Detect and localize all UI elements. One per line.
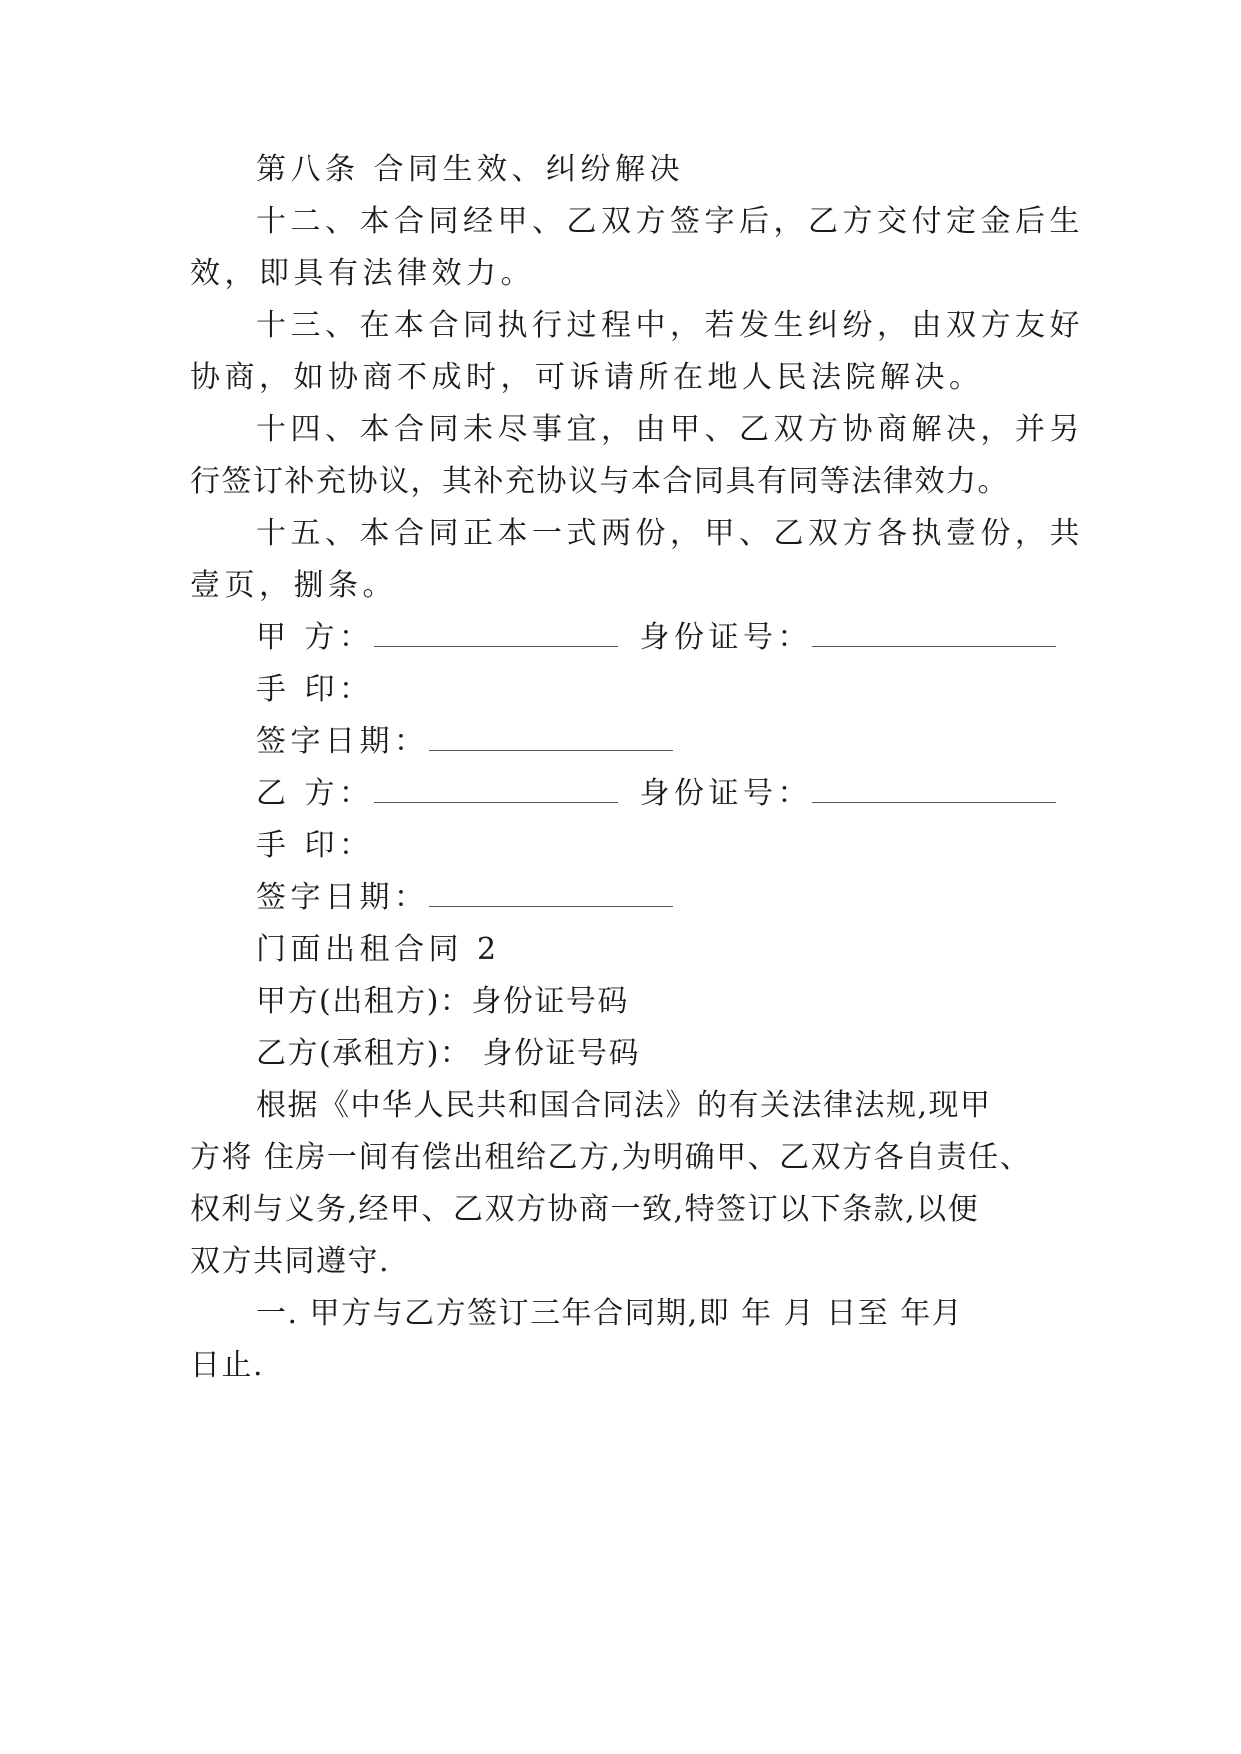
party-a-name-blank <box>374 620 618 647</box>
party-b-row <box>256 774 1056 814</box>
preamble-line-1: 根据《中华人民共和国合同法》的有关法律法规,现甲 <box>256 1088 992 1123</box>
party-a-row <box>256 618 1056 658</box>
term-line-1: 一. 甲方与乙方签订三年合同期,即 年 月 日至 年月 <box>256 1296 964 1331</box>
party-a-date-row <box>256 722 673 762</box>
clause-14-line-1: 十四、本合同未尽事宜，由甲、乙双方协商解决，并另 <box>256 412 1084 447</box>
clause-13-line-1: 十三、在本合同执行过程中，若发生纠纷，由双方友好 <box>256 308 1084 343</box>
party-b-label: 乙 方： <box>256 776 374 811</box>
clause-12-line-2: 效，即具有法律效力。 <box>190 256 535 291</box>
preamble-line-2: 方将 住房一间有偿出租给乙方,为明确甲、乙双方各自责任、 <box>190 1140 1032 1175</box>
term-line-2: 日止. <box>190 1348 265 1383</box>
party-a-id-label: 身份证号： <box>639 620 813 655</box>
party-b-name-blank <box>374 776 618 803</box>
contract-2-title: 门面出租合同 2 <box>256 932 501 967</box>
lessor-line: 甲方(出租方)：身份证号码 <box>256 984 629 1019</box>
clause-12-line-1: 十二、本合同经甲、乙双方签字后，乙方交付定金后生 <box>256 204 1084 239</box>
clause-15-line-2: 壹页，捌条。 <box>190 568 397 603</box>
article-8-heading: 第八条 合同生效、纠纷解决 <box>256 152 685 187</box>
party-a-date-label: 签字日期： <box>256 724 429 759</box>
party-a-id-blank <box>812 620 1056 647</box>
preamble-line-3: 权利与义务,经甲、乙双方协商一致,特签订以下条款,以便 <box>190 1192 980 1227</box>
clause-13-line-2: 协商，如协商不成时，可诉请所在地人民法院解决。 <box>190 360 984 395</box>
lessee-line: 乙方(承租方)： 身份证号码 <box>256 1036 640 1071</box>
party-a-label: 甲 方： <box>256 620 374 655</box>
party-b-date-label: 签字日期： <box>256 880 429 915</box>
party-b-id-label: 身份证号： <box>639 776 813 811</box>
party-b-fingerprint-label: 手 印： <box>256 828 374 863</box>
clause-14-line-2: 行签订补充协议，其补充协议与本合同具有同等法律效力。 <box>190 464 1009 499</box>
party-a-fingerprint-label: 手 印： <box>256 672 374 707</box>
clause-15-line-1: 十五、本合同正本一式两份，甲、乙双方各执壹份，共 <box>256 516 1084 551</box>
preamble-line-4: 双方共同遵守. <box>190 1244 391 1279</box>
party-b-id-blank <box>812 776 1056 803</box>
party-b-date-row <box>256 878 673 918</box>
party-b-date-blank <box>429 880 673 907</box>
party-a-date-blank <box>429 724 673 751</box>
